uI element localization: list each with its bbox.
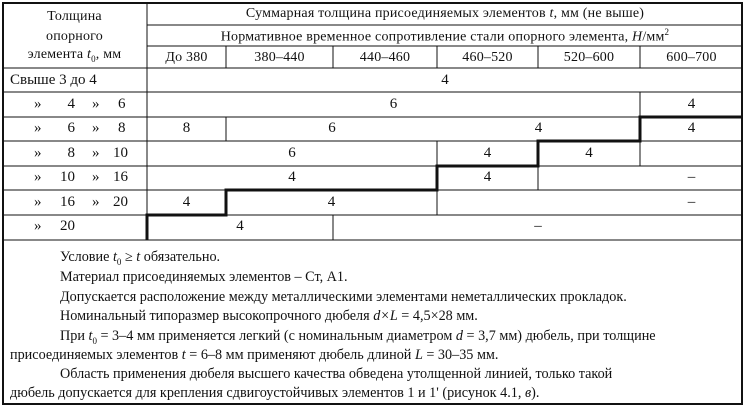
row-label-quote: »: [92, 96, 100, 112]
row-label-quote: »: [34, 169, 42, 185]
range-header: 600–700: [666, 50, 717, 65]
row-label-from: 4: [67, 96, 75, 112]
note-condition: Условие $t_0 \ge t$ обязательно.: [60, 249, 221, 267]
note-light-dowel-line2: присоединяемых элементов t = 6–8 мм применяют дюбель длиной L = 30–35 мм.: [10, 347, 499, 363]
row-label-from: 8: [67, 145, 75, 161]
note-material: Материал присоединяемых элементов – Ст, А1.: [60, 269, 348, 285]
col0-header-line3: элемента $t_0$, мм: [27, 47, 122, 64]
row-label-quote: »: [34, 194, 42, 210]
col0-header-line1: Толщина: [47, 9, 102, 24]
row-label-quote: »: [92, 120, 100, 136]
row-label-to: 10: [113, 145, 128, 161]
cell-value: 4: [687, 96, 696, 112]
note-spacers: Допускается расположение между металлическими элементами неметаллических прокладок.: [60, 289, 627, 305]
row-label-quote: »: [34, 120, 42, 136]
cell-value: –: [534, 218, 542, 234]
cell-value: 6: [288, 145, 296, 161]
cell-value: 4: [327, 194, 336, 210]
range-header: 520–600: [563, 50, 615, 65]
range-header: До 380: [165, 50, 208, 65]
row-label-quote: »: [92, 169, 100, 185]
cell-value: 4: [534, 120, 543, 136]
cell-value: 4: [441, 72, 449, 88]
row-label: Свыше 3 до 4: [10, 72, 97, 88]
row-label-from: 10: [60, 169, 75, 185]
range-header: 380–440: [254, 50, 305, 65]
range-header: 460–520: [462, 50, 513, 65]
row-label-quote: »: [92, 194, 100, 210]
row-label-quote: »: [34, 218, 42, 234]
row-label-to: 20: [113, 194, 128, 210]
row-label-quote: »: [34, 145, 42, 161]
cell-value: 4: [585, 145, 593, 161]
col0-header-line2: опорного: [46, 29, 103, 44]
note-light-dowel-line1: При $t_0 = 3-4$ мм применяется легкий (с номинальным диаметром d = 3,7 мм) дюбель, при толщине: [60, 328, 656, 346]
row-label-to: 8: [118, 120, 126, 136]
table-title: Суммарная толщина присоединяемых элементов t, мм (не выше): [245, 6, 645, 21]
row-label-to: 6: [118, 96, 126, 112]
table-subtitle: Нормативное временное сопротивление стали опорного элемента, $Н/мм^2$: [220, 27, 670, 45]
cell-value: 4: [483, 145, 492, 161]
row-label-quote: »: [34, 96, 42, 112]
row-label-to: 16: [113, 169, 128, 185]
row-label-from: 20: [60, 218, 75, 234]
cell-value: –: [687, 194, 696, 210]
cell-value: 4: [288, 169, 296, 185]
cell-value: 6: [328, 120, 336, 136]
cell-value: 4: [687, 120, 696, 136]
cell-value: 6: [389, 96, 398, 112]
cell-value: 4: [236, 218, 244, 234]
row-label-from: 6: [67, 120, 75, 136]
range-header: 440–460: [359, 50, 411, 65]
cell-value: –: [687, 169, 696, 185]
cell-value: 4: [483, 169, 492, 185]
row-label-quote: »: [92, 145, 100, 161]
row-label-from: 16: [60, 194, 75, 210]
cell-value: 4: [182, 194, 191, 210]
cell-value: 8: [182, 120, 191, 136]
note-scope-line2: дюбель допускается для крепления сдвигоустойчивых элементов 1 и 1' (рисунок 4.1, в).: [10, 385, 540, 401]
note-size: Номинальный типоразмер высокопрочного дюбеля d×L = 4,5×28 мм.: [60, 308, 478, 324]
note-scope-line1: Область применения дюбеля высшего качества обведена утолщенной линией, только такой: [60, 366, 613, 382]
